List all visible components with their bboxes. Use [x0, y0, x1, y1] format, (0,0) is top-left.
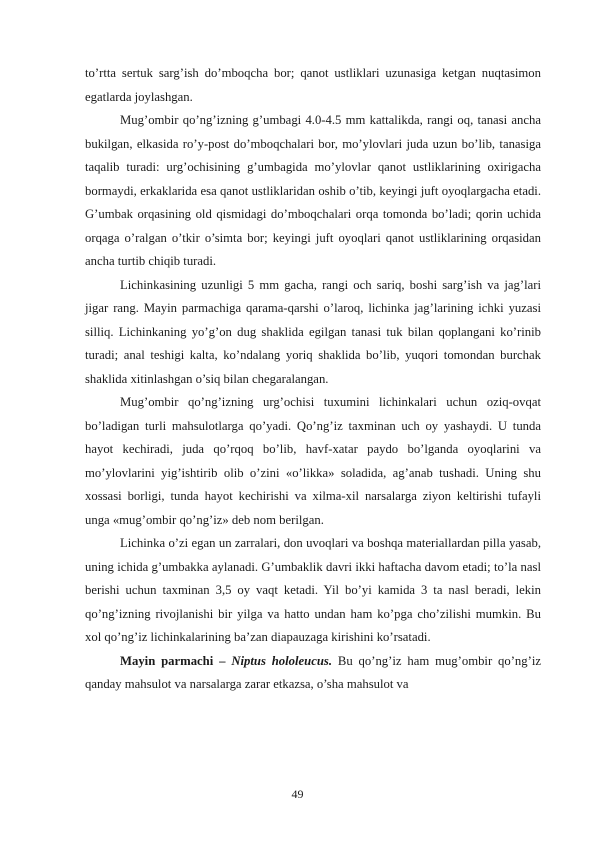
paragraph-behavior: Mug’ombir qo’ng’izning urg’ochisi tuxumini lichinkalari uchun oziq-ovqat bo’ladigan turli mahsulotlarga qo’yadi. Qo’ng’iz taxminan uch oy yashaydi. U tunda hayot kechiradi, juda qo’rqoq bo’lib, havf-xatar paydo bo’lganda oyoqlarini va mo’ylovlarini yig’ishtirib olib o’zini «o’likka» soladida, ag’anab tushadi. Uning shu xossasi borligi, tunda hayot kechirishi va xilma-xil narsalarga ziyon keltirishi tufayli unga «mug’ombir qo’ng’iz» deb nom berilgan.	[85, 395, 541, 527]
paragraph-text: Bu qo’ng’iz ham mug’ombir qo’ng’iz qanday mahsulot va narsalarga zarar etkazsa, o’sha mahsulot va	[85, 653, 542, 691]
document-body	[85, 62, 541, 697]
paragraph-mayin-parmachi	[85, 650, 541, 697]
page-number: 49	[291, 787, 304, 801]
paragraph-development: Lichinka o’zi egan un zarralari, don uvoqlari va boshqa materiallardan pilla yasab, uning ichida g’umbakka aylanadi. G’umbaklik davri ikki haftacha davom etadi; to’la nasl berishi uchun taxminan 3,5 oy vaqt ketadi. Yil bo’yi kamida 3 ta nasl beradi, lekin qo’ng’izning rivojlanishi bir yilga va hatto undan ham ko’pga cho’zilishi mumkin. Bu xol qo’ng’iz lichinkalarining ba’zan diapauzaga kirishini ko’rsatadi.	[85, 536, 541, 644]
paragraph-larva-description: Lichinkasining uzunligi 5 mm gacha, rangi och sariq, boshi sarg’ish va jag’lari jigar rang. Mayin parmachiga qarama-qarshi o’laroq, lichinka jag’larining ichki yuzasi silliq. Lichinkaning yo’g’on dug shaklida egilgan tanasi tuk bilan qoplangani ko’rinib turadi; anal teshigi kalta, ko’ndalang yoriq shaklida bo’lib, yuqori tomondan burchak shaklida xitinlashgan o’siq bilan chegaralangan.	[85, 277, 541, 386]
species-latin-name: Niptus hololeucus.	[231, 653, 333, 668]
paragraph-pupa-description: Mug’ombir qo’ng’izning g’umbagi 4.0-4.5 mm kattalikda, rangi oq, tanasi ancha bukilgan, elkasida ro’y-post do’mboqchalari bor, mo’ylovlari juda uzun bo’lib, tanasiga taqalib turadi: urg’ochisining g’umbagida mo’ylovlar qanot ustliklarining oxirigacha bormaydi, erkaklarida esa qanot ustliklaridan oshib o’tib, keyingi juft oyoqlargacha etadi. G’umbak orqasining old qismidagi do’mboqchalari orqa tomonda bo’ladi; qorin uchida orqaga o’ralgan o’tkir o’simta bor; keyingi juft oyoqlari qanot ustliklarining orqasidan ancha turtib chiqib turadi.	[85, 113, 541, 268]
paragraph-1: to’rtta sertuk sarg’ish do’mboqcha bor; qanot ustliklari uzunasiga ketgan nuqtasimon egatlarda joylashgan.	[85, 66, 541, 104]
species-common-name: Mayin parmachi	[120, 653, 214, 668]
name-dash: –	[213, 653, 232, 668]
